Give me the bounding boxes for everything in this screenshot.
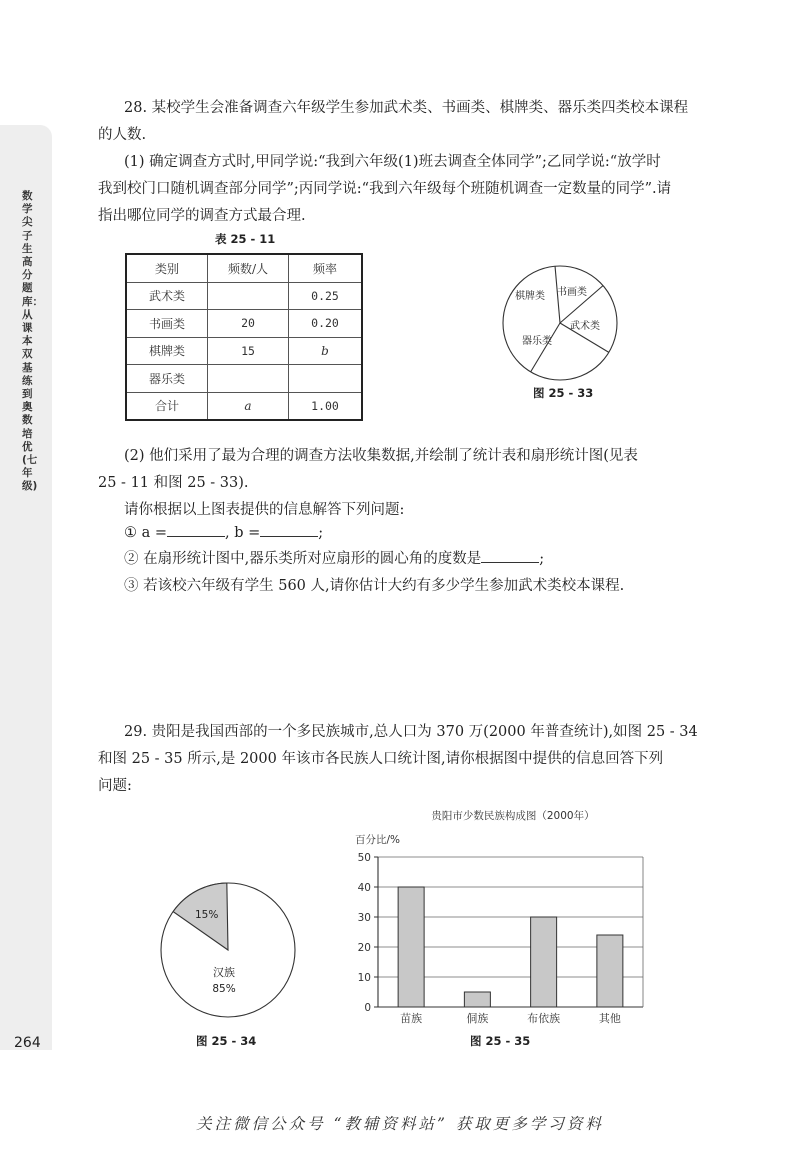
bar (531, 917, 557, 1007)
y-tick-label: 40 (357, 882, 371, 894)
q28-sub2 (124, 546, 544, 573)
q28-part1-line3: 指出哪位同学的调查方式最合理. (98, 208, 306, 224)
table-header-cell: 频数/人 (208, 254, 289, 282)
bar-caption-25-35: 图 25 - 35 (470, 1034, 531, 1048)
y-tick-label: 0 (364, 1002, 371, 1014)
table-cell: b (289, 337, 363, 365)
table-cell: 0.20 (289, 310, 363, 338)
answer-blank-a[interactable] (167, 522, 225, 537)
pie-chart-25-34 (158, 880, 298, 1020)
table-cell (208, 365, 289, 393)
y-tick-label: 10 (357, 972, 371, 984)
bar-chart-25-35 (345, 805, 655, 1025)
table-header-cell: 频率 (289, 254, 363, 282)
q28-sub3: ③ 若该校六年级有学生 560 人,请你估计大约有多少学生参加武术类校本课程. (124, 578, 625, 594)
pie34-small-label: 15% (195, 909, 219, 921)
table-row (126, 365, 362, 393)
x-tick-label: 布依族 (527, 1012, 561, 1025)
bar-chart-ylabel: 百分比/% (355, 834, 401, 846)
sub1-end: ; (318, 525, 324, 541)
book-title-vertical: 数学尖子生高分题库：从课本双基练到奥数培优(七年级) (22, 190, 43, 493)
bar (398, 887, 424, 1007)
bar-chart-title: 贵阳市少数民族构成图（2000年） (431, 810, 595, 822)
x-tick-label: 苗族 (400, 1012, 423, 1025)
sub1-b-label: , b = (225, 525, 261, 541)
y-tick-label: 20 (357, 942, 371, 954)
table-row (126, 310, 362, 338)
pie34-big-name: 汉族 (213, 966, 235, 979)
q29-stem-line2: 和图 25 - 35 所示,是 2000 年该市各民族人口统计图,请你根据图中提供的信息回答下列 (98, 751, 664, 767)
sub2-text: ② 在扇形统计图中,器乐类所对应扇形的圆心角的度数是 (124, 551, 482, 567)
pie33-label: 武术类 (570, 321, 600, 332)
pie-caption-25-33: 图 25 - 33 (533, 386, 594, 400)
page-number: 264 (14, 1035, 41, 1051)
pie33-label: 棋牌类 (515, 291, 545, 302)
bar (464, 992, 490, 1007)
pie34-slices (161, 883, 295, 1017)
bar (597, 935, 623, 1007)
sub1-a-label: ① a = (124, 525, 168, 541)
table-row (126, 392, 362, 420)
sub2-end: ; (539, 551, 545, 567)
pie33-label: 器乐类 (522, 336, 552, 347)
pie-caption-25-34: 图 25 - 34 (196, 1034, 257, 1048)
frequency-table (125, 253, 363, 421)
footer-promo: 关注微信公众号 “教辅资料站” 获取更多学习资料 (196, 1115, 604, 1133)
y-tick-label: 50 (357, 852, 371, 864)
answer-blank-angle[interactable] (481, 548, 539, 563)
q28-sub1 (124, 520, 323, 547)
q28-part2-line2: 25 - 11 和图 25 - 33). (98, 475, 249, 491)
q28-part1-line2: 我到校门口随机调查部分同学”;丙同学说:“我到六年级每个班随机调查一定数量的同学”.请 (98, 181, 672, 197)
pie-chart-25-33 (500, 262, 620, 384)
table-cell: 合计 (126, 392, 208, 420)
table-cell: 1.00 (289, 392, 363, 420)
q28-stem-line1: 28. 某校学生会准备调查六年级学生参加武术类、书画类、棋牌类、器乐类四类校本课程 (124, 100, 689, 116)
pie33-label: 书画类 (557, 287, 587, 298)
table-caption: 表 25 - 11 (215, 232, 276, 246)
table-cell: 0.25 (289, 282, 363, 310)
x-tick-label: 侗族 (466, 1012, 489, 1025)
x-tick-label: 其他 (598, 1012, 621, 1025)
answer-blank-b[interactable] (260, 522, 318, 537)
y-tick-label: 30 (357, 912, 371, 924)
table-row (126, 337, 362, 365)
table-cell: 15 (208, 337, 289, 365)
q29-stem-line1: 29. 贵阳是我国西部的一个多民族城市,总人口为 370 万(2000 年普查统计),如图 25 - 34 (124, 724, 698, 740)
table-cell: 20 (208, 310, 289, 338)
q28-part2-line3: 请你根据以上图表提供的信息解答下列问题: (124, 502, 405, 518)
table-cell (208, 282, 289, 310)
table-cell (289, 365, 363, 393)
q28-stem-line2: 的人数. (98, 127, 147, 143)
table-row (126, 282, 362, 310)
table-cell: a (208, 392, 289, 420)
q28-part1-line1: (1) 确定调查方式时,甲同学说:“我到六年级(1)班去调查全体同学”;乙同学说:“放学时 (124, 154, 661, 170)
q29-stem-line3: 问题: (98, 778, 132, 794)
table-cell: 器乐类 (126, 365, 208, 393)
pie34-big-pct: 85% (212, 983, 236, 995)
table-header-cell: 类别 (126, 254, 208, 282)
bar-chart-marks (358, 852, 643, 1025)
q28-part2-line1: (2) 他们采用了最为合理的调查方法收集数据,并绘制了统计表和扇形统计图(见表 (124, 448, 638, 464)
table-cell: 武术类 (126, 282, 208, 310)
table-cell: 书画类 (126, 310, 208, 338)
table-header-row (126, 254, 362, 282)
table-cell: 棋牌类 (126, 337, 208, 365)
